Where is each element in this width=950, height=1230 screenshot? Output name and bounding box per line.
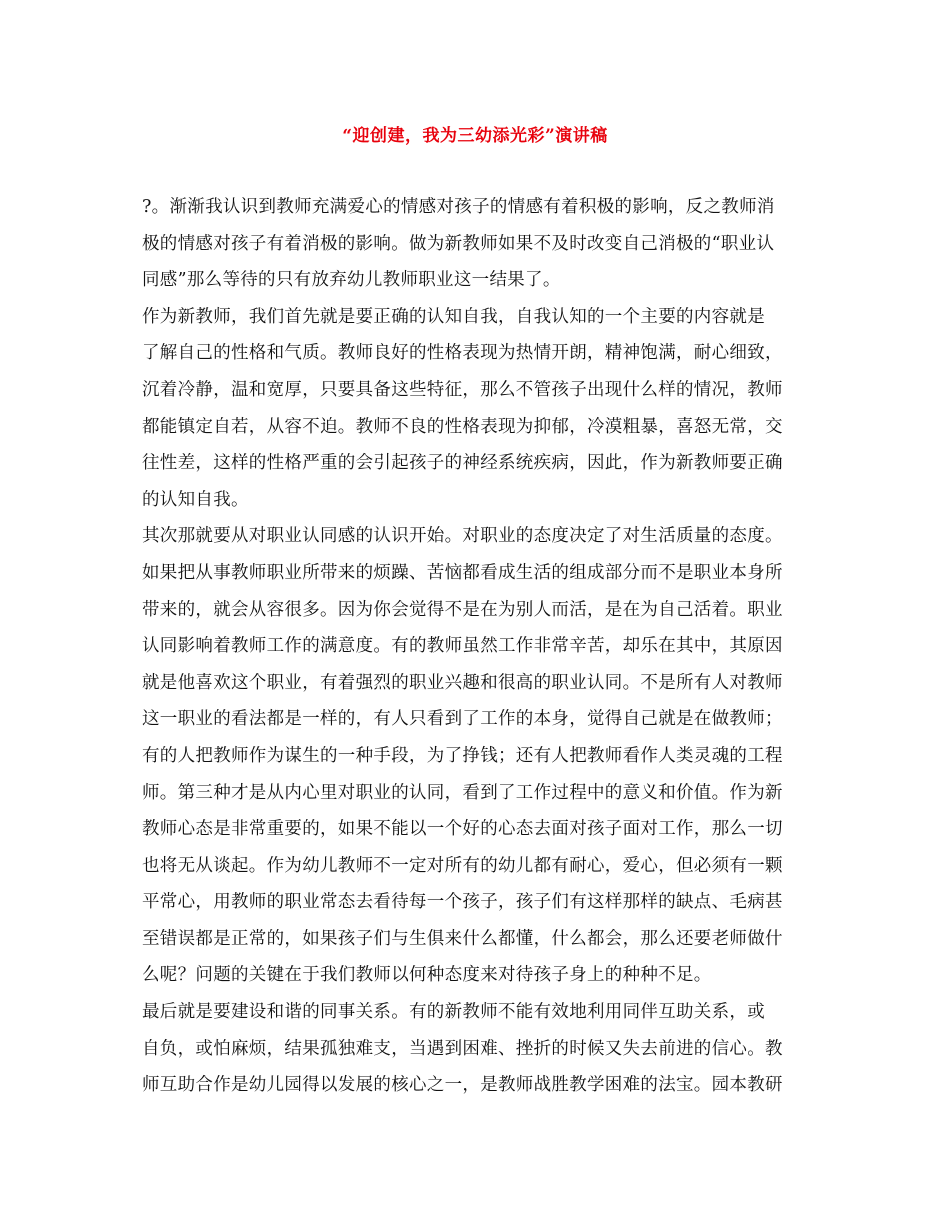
text-line: 都能镇定自若，从容不迫。教师不良的性格表现为抑郁，冷漠粗暴，喜怒无常，交 <box>142 416 783 437</box>
text-line: 沉着冷静，温和宽厚，只要具备这些特征，那么不管孩子出现什么样的情况，教师 <box>142 379 783 400</box>
text-line: 极的情感对孩子有着消极的影响。做为新教师如果不及时改变自己消极的“职业认 <box>142 233 775 254</box>
text-line: ?。渐渐我认识到教师充满爱心的情感对孩子的情感有着积极的影响，反之教师消 <box>142 197 775 217</box>
text-line: 往性差，这样的性格严重的会引起孩子的神经系统疾病，因此，作为新教师要正确 <box>142 453 783 474</box>
text-line: 带来的，就会从容很多。因为你会觉得不是在为别人而活，是在为自己活着。职业 <box>142 599 783 620</box>
text-line: 了解自己的性格和气质。教师良好的性格表现为热情开朗，精神饱满，耐心细致， <box>142 343 783 364</box>
text-line: 有的人把教师作为谋生的一种手段，为了挣钱；还有人把教师看作人类灵魂的工程 <box>142 745 783 766</box>
text-line: 如果把从事教师职业所带来的烦躁、苦恼都看成生活的组成部分而不是职业本身所 <box>142 562 783 583</box>
text-line: 其次那就要从对职业认同感的认识开始。对职业的态度决定了对生活质量的态度。 <box>142 526 783 547</box>
document-title: “迎创建，我为三幼添光彩”演讲稿 <box>342 126 608 146</box>
text-line: 作为新教师，我们首先就是要正确的认知自我，自我认知的一个主要的内容就是 <box>142 306 765 327</box>
text-line: 认同影响着教师工作的满意度。有的教师虽然工作非常辛苦，却乐在其中，其原因 <box>142 636 783 657</box>
text-line: 师。第三种才是从内心里对职业的认同，看到了工作过程中的意义和价值。作为新 <box>142 782 783 803</box>
text-line: 就是他喜欢这个职业，有着强烈的职业兴趣和很高的职业认同。不是所有人对教师 <box>142 672 783 693</box>
text-line: 平常心，用教师的职业常态去看待每一个孩子，孩子们有这样那样的缺点、毛病甚 <box>142 892 783 913</box>
text-line: 师互助合作是幼儿园得以发展的核心之一，是教师战胜教学困难的法宝。园本教研 <box>142 1075 783 1096</box>
text-line: 自负，或怕麻烦，结果孤独难支，当遇到困难、挫折的时候又失去前进的信心。教 <box>142 1038 783 1059</box>
text-line: 同感”那么等待的只有放弃幼儿教师职业这一结果了。 <box>142 270 561 291</box>
text-line: 么呢？问题的关键在于我们教师以何种态度来对待孩子身上的种种不足。 <box>142 965 712 986</box>
document-body <box>142 189 822 1104</box>
text-line: 的认知自我。 <box>142 489 249 510</box>
text-line: 至错误都是正常的，如果孩子们与生俱来什么都懂，什么都会，那么还要老师做什 <box>142 928 783 949</box>
text-line: 教师心态是非常重要的，如果不能以一个好的心态去面对孩子面对工作，那么一切 <box>142 819 783 840</box>
text-line: 也将无从谈起。作为幼儿教师不一定对所有的幼儿都有耐心，爱心，但必须有一颗 <box>142 855 783 876</box>
text-line: 最后就是要建设和谐的同事关系。有的新教师不能有效地利用同伴互助关系，或 <box>142 1002 765 1023</box>
text-line: 这一职业的看法都是一样的，有人只看到了工作的本身，觉得自己就是在做教师； <box>142 709 783 730</box>
